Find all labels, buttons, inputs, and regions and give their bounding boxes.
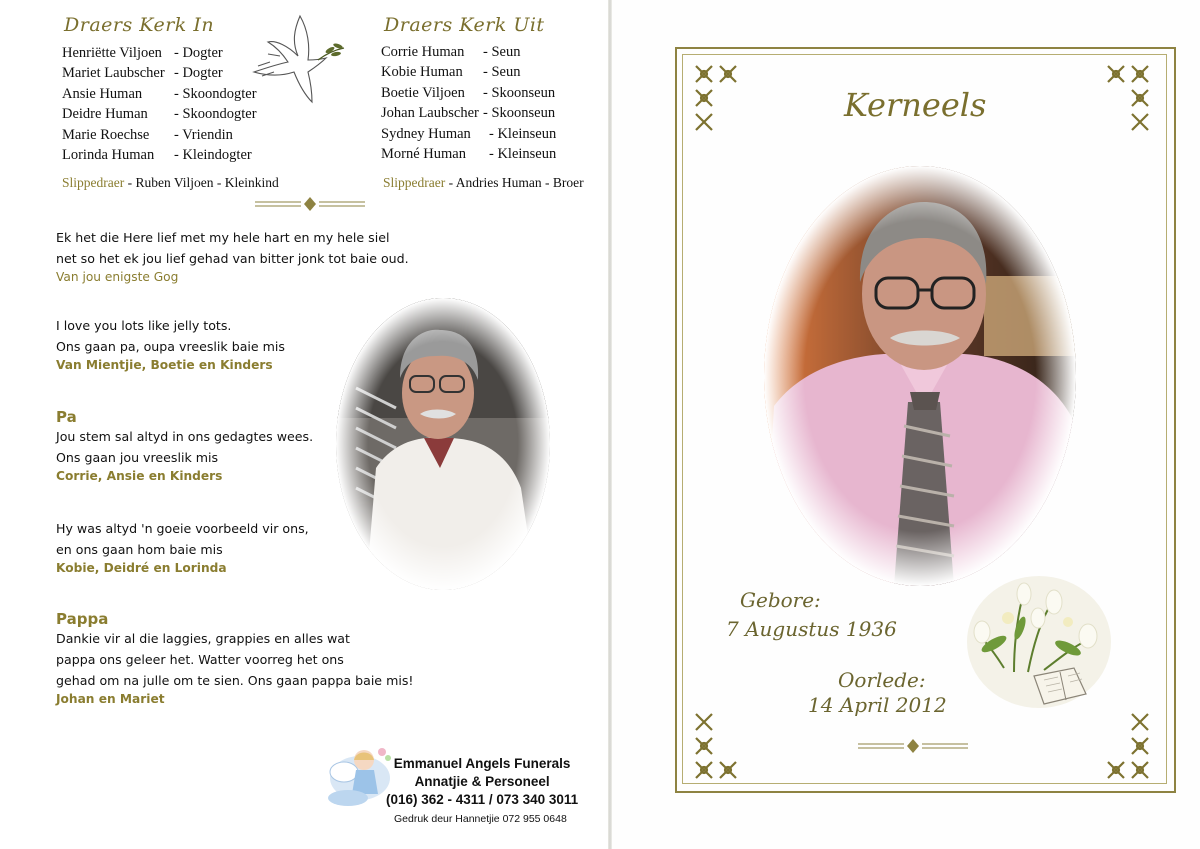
died-date: 14 April 2012 bbox=[808, 693, 947, 717]
pallbearer-relation: - Kleindogter bbox=[174, 147, 252, 164]
pallbearer-relation: - Seun bbox=[483, 64, 521, 81]
tribute-3 bbox=[56, 408, 313, 483]
died-label: Oorlede: bbox=[838, 668, 926, 692]
tribute-4 bbox=[56, 518, 309, 575]
pallbearer-name: Henriëtte Viljoen bbox=[62, 45, 162, 61]
pallbearer-row bbox=[62, 63, 257, 83]
cover-page bbox=[612, 0, 1200, 849]
printed-by: Gedruk deur Hannetjie 072 955 0648 bbox=[394, 813, 567, 825]
pallbearer-row bbox=[62, 145, 257, 165]
pallbearer-name: Marie Roechse bbox=[62, 126, 150, 143]
tribute-heading: Pappa bbox=[56, 610, 109, 628]
tribute-line: net so het ek jou lief gehad van bitter jonk tot baie oud. bbox=[56, 251, 409, 266]
pallbearer-relation: - Dogter bbox=[174, 65, 223, 82]
pallbearer-relation: - Vriendin bbox=[174, 126, 233, 143]
portrait-photo-large bbox=[764, 166, 1076, 586]
pallbearer-name: Lorinda Human bbox=[62, 147, 155, 164]
pallbearer-name: Mariet Laubscher bbox=[62, 65, 165, 82]
dove-icon bbox=[248, 10, 348, 108]
train-bearer-in bbox=[62, 175, 279, 191]
pallbearer-name: Sydney Human bbox=[381, 125, 471, 142]
pallbearer-row bbox=[381, 144, 556, 164]
pallbearer-name: Kobie Human bbox=[381, 64, 463, 81]
tribute-line: Jou stem sal altyd in ons gedagtes wees. bbox=[56, 429, 314, 444]
train-bearer-out bbox=[383, 175, 584, 191]
pallbearer-relation: - Skoonseun bbox=[483, 84, 556, 101]
tribute-signature: Corrie, Ansie en Kinders bbox=[56, 469, 223, 483]
corner-ornament-icon bbox=[690, 60, 746, 134]
tribute-5 bbox=[56, 610, 413, 706]
tribute-line: pappa ons geleer het. Watter voorreg het ons bbox=[56, 652, 344, 667]
pallbearers-out-heading: Draers Kerk Uit bbox=[384, 14, 545, 36]
tribute-heading: Pa bbox=[56, 408, 77, 426]
funeral-home-name: Emmanuel Angels Funerals bbox=[393, 756, 571, 771]
pallbearer-relation: - Dogter bbox=[174, 45, 223, 61]
flowers-bible-icon bbox=[964, 572, 1114, 712]
pallbearer-row bbox=[381, 62, 556, 82]
pallbearer-relation: - Kleinseun bbox=[489, 125, 557, 142]
tribute-line: gehad om na julle om te sien. Ons gaan pappa baie mis! bbox=[56, 673, 414, 688]
pallbearer-relation: - Skoonseun bbox=[483, 105, 556, 122]
pallbearers-out-list bbox=[381, 42, 556, 164]
pallbearer-name: Deidre Human bbox=[62, 106, 148, 123]
pallbearer-row bbox=[381, 42, 556, 62]
pallbearer-row bbox=[62, 104, 257, 124]
tribute-signature: Johan en Mariet bbox=[56, 692, 165, 706]
pallbearer-row bbox=[381, 83, 556, 103]
pallbearer-row bbox=[381, 103, 556, 123]
divider-ornament bbox=[255, 196, 365, 212]
train-bearer-label: Slippedraer bbox=[62, 175, 125, 190]
pallbearer-row bbox=[62, 125, 257, 145]
pallbearer-relation: - Skoondogter bbox=[174, 85, 257, 102]
tribute-line: Ons gaan jou vreeslik mis bbox=[56, 450, 219, 465]
tribute-line: en ons gaan hom baie mis bbox=[56, 542, 223, 557]
born-label: Gebore: bbox=[740, 588, 821, 612]
pallbearer-name: Boetie Viljoen bbox=[381, 84, 465, 101]
corner-ornament-icon bbox=[1098, 710, 1154, 784]
tribute-line: Dankie vir al die laggies, grappies en alles wat bbox=[56, 631, 350, 646]
pallbearer-relation: - Skoondogter bbox=[174, 106, 257, 123]
train-bearer-text: - Ruben Viljoen - Kleinkind bbox=[127, 175, 279, 190]
tribute-signature: Kobie, Deidré en Lorinda bbox=[56, 561, 227, 575]
born-date: 7 Augustus 1936 bbox=[726, 617, 897, 641]
pallbearer-relation: - Seun bbox=[483, 44, 521, 60]
funeral-home-block bbox=[386, 755, 578, 809]
tribute-line: I love you lots like jelly tots. bbox=[56, 318, 232, 333]
tribute-line: Ek het die Here lief met my hele hart en my hele siel bbox=[56, 230, 390, 245]
corner-ornament-icon bbox=[1098, 60, 1154, 134]
train-bearer-text: - Andries Human - Broer bbox=[448, 175, 584, 190]
tribute-signature: Van Mientjie, Boetie en Kinders bbox=[56, 358, 273, 372]
pallbearer-name: Ansie Human bbox=[62, 85, 143, 102]
tribute-1 bbox=[56, 227, 409, 284]
tribute-line: Ons gaan pa, oupa vreeslik baie mis bbox=[56, 339, 285, 354]
pallbearer-row bbox=[62, 84, 257, 104]
pallbearer-row bbox=[62, 43, 257, 63]
tribute-2 bbox=[56, 315, 285, 372]
pallbearer-name: Morné Human bbox=[381, 146, 466, 163]
train-bearer-label: Slippedraer bbox=[383, 175, 446, 190]
pallbearers-in-heading: Draers Kerk In bbox=[64, 14, 215, 36]
corner-ornament-icon bbox=[690, 710, 746, 784]
pallbearers-in-list bbox=[62, 43, 257, 165]
funeral-home-staff: Annatjie & Personeel bbox=[414, 774, 550, 789]
pallbearer-name: Corrie Human bbox=[381, 44, 465, 60]
divider-ornament bbox=[858, 738, 968, 754]
tribute-signature: Van jou enigste Gog bbox=[56, 270, 179, 284]
pallbearer-relation: - Kleinseun bbox=[489, 146, 557, 163]
pallbearer-name: Johan Laubscher bbox=[381, 105, 479, 122]
pallbearer-row bbox=[381, 124, 556, 144]
funeral-home-phones: (016) 362 - 4311 / 073 340 3011 bbox=[386, 792, 579, 807]
portrait-photo-small bbox=[336, 298, 550, 590]
deceased-name: Kerneels bbox=[844, 86, 987, 124]
tribute-line: Hy was altyd 'n goeie voorbeeld vir ons, bbox=[56, 521, 309, 536]
